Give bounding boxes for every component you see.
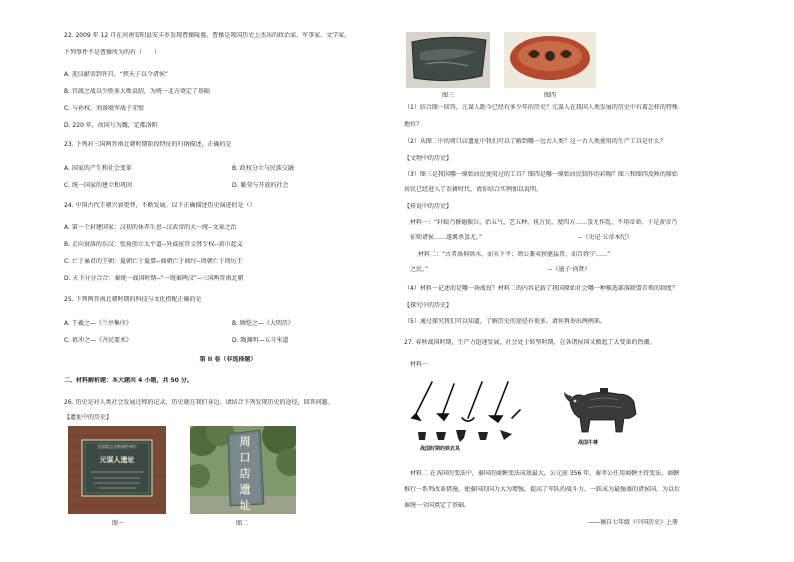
material-2-para-line2: 推行一系列改革措施，使秦国的国力大为增强，提高了军队的战斗力，一跃成为最强盛的诸侯国，为以后 xyxy=(404,486,681,493)
material-2-para-line1: 材料二 在各国的变法中，秦国的商鞅变法成效最大，公元前 356 年，秦孝公任用商鞅主持变法，商鞅 xyxy=(410,470,680,477)
q26-sub3-line2: 居民已经进入了农耕时代，请你结合实例加以说明。 xyxy=(404,186,543,193)
zhoukoudian-stone-text: 周口店遗址 xyxy=(239,435,251,512)
material-2-line2: 之民。” --《墨子·尚贤》 xyxy=(410,266,591,273)
q26-sub1-line2: 地位？ xyxy=(404,121,423,128)
q25-option-a: A. 王羲之—《兰亭集序》 xyxy=(64,320,132,327)
q22-option-c: C. 与孙权、刘备联军战于赤壁 xyxy=(64,105,145,112)
yuanmou-sign-header: 全国重点文物保护单位 xyxy=(97,444,137,449)
q23-option-b: B. 政权分立与民族交融 xyxy=(232,165,294,172)
q24-option-c: C. 亡于暴君的王朝：夏朝亡于夏桀--商朝亡于商纣--周朝亡于周厉王 xyxy=(64,258,243,265)
q25-option-c: C. 祖冲之—《齐民要术》 xyxy=(64,337,133,344)
source-citation: ——摘自七年级《中国历史》上册 xyxy=(588,519,679,526)
material-1-line2: 征师诸侯……遂禽杀蚩尤。” --《史记·五帝本纪》 xyxy=(410,234,633,241)
section-tag-legends: 【传说中的历史】 xyxy=(404,203,453,210)
yuanmou-sign-title: 元谋人遗址 xyxy=(99,456,135,464)
q25-option-d: D. 陶渊明—五斗米道 xyxy=(232,337,289,344)
q26-stem: 26. 历史是对人类社会发展过程的记录，历史就在我们身边。请结合下列发现历史的途径，回答问题。 xyxy=(64,399,334,406)
zhoukoudian-site-photo xyxy=(190,426,296,514)
painted-pottery-photo xyxy=(504,32,596,88)
figure-2-caption: 图二 xyxy=(235,520,248,527)
material-1-label: 材料一 xyxy=(410,361,429,368)
iron-farm-tools-caption: 战国时期的铁农具 xyxy=(420,446,461,452)
part2-description: 二、材料解析题：本大题共 4 小题，共 50 分。 xyxy=(64,377,193,384)
q22-stem-line1: 22. 2009 年 12 月在河南安阳县安丰乡发现曹操陵墓。曹操是我国历史上杰出的政治家、军事家、文学家。 xyxy=(64,32,351,39)
q22-option-a: A. 迎汉献帝到许昌，“挟天子以令诸侯” xyxy=(64,71,169,78)
section-tag-artifacts: 【文物中的历史】 xyxy=(404,155,453,162)
q25-stem: 25. 下列两晋南北朝时期的科技与文化搭配正确的是 xyxy=(64,296,202,303)
stone-tool-photo xyxy=(406,32,490,88)
ox-zun-figure xyxy=(560,380,646,452)
q24-option-b: B. 走向衰落的东汉：张角创立太平道--外戚宦官交替专权--黄巾起义 xyxy=(64,241,243,248)
q26-sub2: （2）从图二中的周口店遗址中我们可以了解到哪一远古人类？这一古人类使用的生产工具是什么？ xyxy=(404,138,666,145)
stone-tool-drawing xyxy=(406,32,490,88)
iron-farm-tools-drawing xyxy=(408,374,526,456)
q24-option-d: D. 天下分分合合：秦统一战国时期--“一统秦两汉”--三国两晋南北朝 xyxy=(64,275,244,282)
figure-4-caption: 图四 xyxy=(543,92,556,99)
q23-option-c: C. 统一国家的建立和巩固 xyxy=(64,182,133,189)
section-tag-inquiry: 【探究中的历史】 xyxy=(404,302,453,309)
q25-option-b: B. 顾恺之—《大明历》 xyxy=(232,320,294,327)
q23-stem: 23. 下列对三国两晋南北朝时期阶段特征的归纳描述，正确的是 xyxy=(64,141,232,148)
material-2-para-line3: 秦统一全国奠定了基础。 xyxy=(404,502,471,509)
part2-title: 第 II 卷（非选择题） xyxy=(199,356,257,363)
q23-option-d: D. 繁荣与开放的社会 xyxy=(232,182,289,189)
q26-sub1-line1: （1）结合图一回答，元谋人距今已经有多少年的历史？元谋人在我国人类发展的历史中有着怎样的特殊 xyxy=(404,104,678,111)
iron-farm-tools-figure xyxy=(408,374,526,456)
material-1-line1: 材料一：“轩辕乃修德振兵，治五气，艺五种，抚万民，度四方……蚩尤作乱，不用帝命。于是黄帝乃 xyxy=(410,219,678,226)
q27-stem: 27. 春秋战国时期，生产力迅速发展，社会处于转型时期，在各诸侯国又掀起了大变革的热潮。 xyxy=(404,339,656,346)
material-2-line1: 材料二：“古者禹抑洪水，而天下平；周公兼夷狄驱猛兽，而百姓宁……” xyxy=(418,251,611,258)
yuanmou-site-photo xyxy=(68,426,166,514)
q22-stem-line2: 下列事件不是曹操所为的有（ ） xyxy=(64,49,161,56)
q26-sub5: （5）通过探究我们可以知道，了解历史的途径有很多，请你再举出两例来。 xyxy=(404,318,606,325)
q24-stem: 24. 中国古代王朝兴衰更替，不断发展。以下正确描述历史演进的是（） xyxy=(64,202,256,209)
q26-sub4: （4）材料一记述的是哪一场战役？材料二的内容记载了我国原始社会哪一种推选部落联盟首领的制度？ xyxy=(404,285,678,292)
q26-section-tag: 【遗址中的历史】 xyxy=(64,414,113,421)
q23-option-a: A. 国家的产生和社会变革 xyxy=(64,165,132,172)
figure-3-caption: 图三 xyxy=(441,92,454,99)
q22-option-d: D. 220 年，改国号为魏，定都洛阳 xyxy=(64,122,158,129)
painted-pottery-drawing xyxy=(504,32,596,88)
q22-option-b: B. 官渡之战以少胜多大败袁绍，为统一北方奠定了基础 xyxy=(64,88,210,95)
figure-1-caption: 图一 xyxy=(111,520,124,527)
yuanmou-site-drawing xyxy=(68,426,166,514)
q24-option-a: A. 第一个封建国家：汉初的休养生息--汉武帝的大一统--文景之治 xyxy=(64,224,237,231)
q26-sub3-line1: （3）图三是我国哪一原始居民使用过的工具？图四是哪一原始居民制作的彩陶？图三和图四反映的原始 xyxy=(404,171,678,178)
ox-zun-caption: 战国牛尊 xyxy=(578,440,599,446)
